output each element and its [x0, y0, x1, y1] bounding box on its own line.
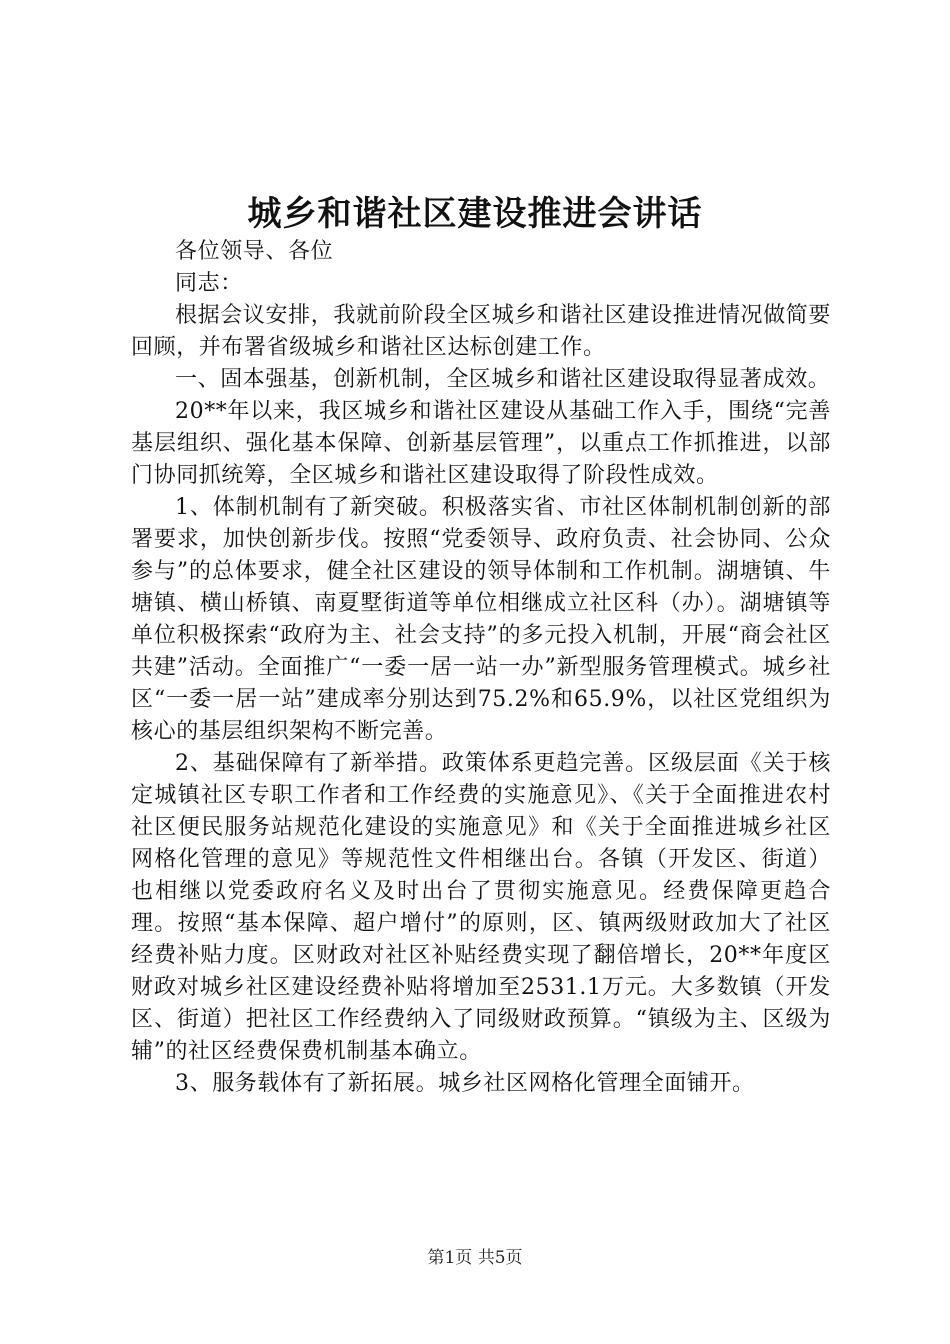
- paragraph: 3、服务载体有了新拓展。城乡社区网格化管理全面铺开。: [175, 1071, 755, 1096]
- salutation: [131, 236, 831, 300]
- salutation-line-2: 同志：: [175, 271, 243, 296]
- paragraph: 根据会议安排，我就前阶段全区城乡和谐社区建设推进情况做简要回顾，并布署省级城乡和谐社区达标创建工作。: [131, 303, 831, 360]
- salutation-line-1: 各位领导、各位: [175, 239, 334, 264]
- paragraph: 2、基础保障有了新举措。政策体系更趋完善。区级层面《关于核定城镇社区专职工作者和工作经费的实施意见》、《关于全面推进农村社区便民服务站规范化建设的实施意见》和《关于全面推进城乡社区网格化管理的意见》等规范性文件相继出台。各镇（开发区、街道）也相继以党委政府名义及时出台了贯彻实施意见。经费保障更趋合理。按照“基本保障、超户增付”的原则，区、镇两级财政加大了社区经费补贴力度。区财政对社区补贴经费实现了翻倍增长，20**年度区财政对城乡社区建设经费补贴将增加至2531.1万元。大多数镇（开发区、街道）把社区工作经费纳入了同级财政预算。“镇级为主、区级为辅”的社区经费保费机制基本确立。: [131, 751, 831, 1064]
- page-footer: 第1页 共5页: [427, 1248, 523, 1268]
- document-title: 城乡和谐社区建设推进会讲话: [247, 194, 703, 234]
- section-heading: 一、固本强基，创新机制，全区城乡和谐社区建设取得显著成效。: [175, 367, 831, 392]
- paragraph: 20**年以来，我区城乡和谐社区建设从基础工作入手，围绕“完善基层组织、强化基本保障、创新基层管理”，以重点工作抓推进，以部门协同抓统筹，全区城乡和谐社区建设取得了阶段性成效。: [131, 399, 831, 488]
- paragraph: 1、体制机制有了新突破。积极落实省、市社区体制机制创新的部署要求，加快创新步伐。按照“党委领导、政府负责、社会协同、公众参与”的总体要求，健全社区建设的领导体制和工作机制。湖塘镇、牛塘镇、横山桥镇、南夏墅街道等单位相继成立社区科（办）。湖塘镇等单位积极探索“政府为主、社会支持”的多元投入机制，开展“商会社区共建”活动。全面推广“一委一居一站一办”新型服务管理模式。城乡社区“一委一居一站”建成率分别达到75.2%和65.9%，以社区党组织为核心的基层组织架构不断完善。: [131, 495, 831, 744]
- document-body: [131, 236, 831, 1100]
